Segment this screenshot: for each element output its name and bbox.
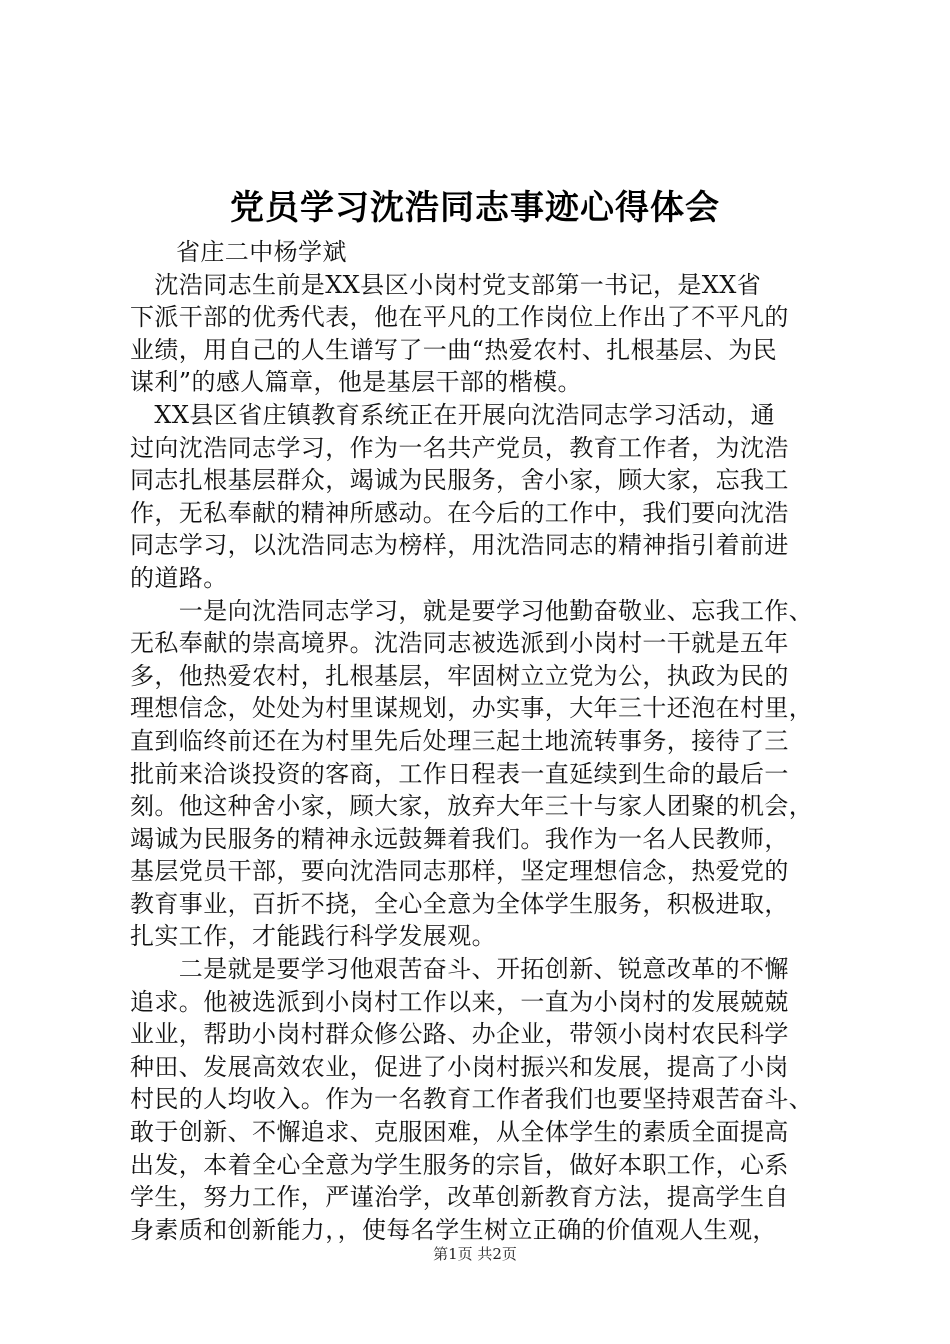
body-line: 身素质和创新能力，，使每名学生树立正确的价值观人生观， <box>130 1215 777 1244</box>
body-line: 沈浩同志生前是XX县区小岗村党支部第一书记，是XX省 <box>130 270 762 299</box>
page-footer: 第1页 共2页 <box>433 1245 517 1263</box>
body-line: 业绩，用自己的人生谱写了一曲“热爱农村、扎根基层、为民 <box>130 335 778 364</box>
body-line: 多，他热爱农村，扎根基层，牢固树立立党为公，执政为民的 <box>130 661 789 690</box>
body-line: 二是就是要学习他艰苦奋斗、开拓创新、锐意改革的不懈 <box>130 955 789 984</box>
body-line: 业业，帮助小岗村群众修公路、办企业，带领小岗村农民科学 <box>130 1020 789 1049</box>
body-line: 直到临终前还在为村里先后处理三起土地流转事务，接待了三 <box>130 726 789 755</box>
author-line: 省庄二中杨学斌 <box>176 238 347 266</box>
body-line: 同志扎根基层群众，竭诚为民服务，舍小家，顾大家，忘我工 <box>130 466 789 495</box>
body-line: 无私奉献的崇高境界。沈浩同志被选派到小岗村一干就是五年 <box>130 629 789 658</box>
body-line: 学生，努力工作，严谨治学，改革创新教育方法，提高学生自 <box>130 1183 789 1212</box>
body-line: 的道路。 <box>130 563 228 592</box>
body-line: 一是向沈浩同志学习，就是要学习他勤奋敬业、忘我工作、 <box>130 596 814 625</box>
body-line: 扎实工作，才能践行科学发展观。 <box>130 922 496 951</box>
body-line: 谋利”的感人篇章，他是基层干部的楷模。 <box>130 368 582 397</box>
body-line: 竭诚为民服务的精神永远鼓舞着我们。我作为一名人民教师， <box>130 824 789 853</box>
body-line: 理想信念，处处为村里谋规划，办实事，大年三十还泡在村里， <box>130 694 814 723</box>
body-line: 敢于创新、不懈追求、克服困难，从全体学生的素质全面提高 <box>130 1118 789 1147</box>
body-line: 基层党员干部，要向沈浩同志那样，坚定理想信念，热爱党的 <box>130 857 789 886</box>
body-line: 下派干部的优秀代表，他在平凡的工作岗位上作出了不平凡的 <box>130 303 789 332</box>
body-line: 过向沈浩同志学习，作为一名共产党员，教育工作者，为沈浩 <box>130 433 789 462</box>
body-line: 作，无私奉献的精神所感动。在今后的工作中，我们要向沈浩 <box>130 498 789 527</box>
body-line: 批前来洽谈投资的客商，工作日程表一直延续到生命的最后一 <box>130 759 789 788</box>
body-line: 追求。他被选派到小岗村工作以来，一直为小岗村的发展兢兢 <box>130 987 789 1016</box>
body-line: 出发，本着全心全意为学生服务的宗旨，做好本职工作，心系 <box>130 1150 789 1179</box>
body-line: 同志学习，以沈浩同志为榜样，用沈浩同志的精神指引着前进 <box>130 531 789 560</box>
document-body <box>130 236 838 1246</box>
body-line: 村民的人均收入。作为一名教育工作者我们也要坚持艰苦奋斗、 <box>130 1085 814 1114</box>
body-line: 种田、发展高效农业，促进了小岗村振兴和发展，提高了小岗 <box>130 1052 789 1081</box>
body-line: 教育事业，百折不挠，全心全意为全体学生服务，积极进取， <box>130 889 789 918</box>
body-line: 刻。他这种舍小家，顾大家，放弃大年三十与家人团聚的机会， <box>130 792 814 821</box>
body-line: XX县区省庄镇教育系统正在开展向沈浩同志学习活动，通 <box>130 400 775 429</box>
document-title: 党员学习沈浩同志事迹心得体会 <box>230 188 720 228</box>
